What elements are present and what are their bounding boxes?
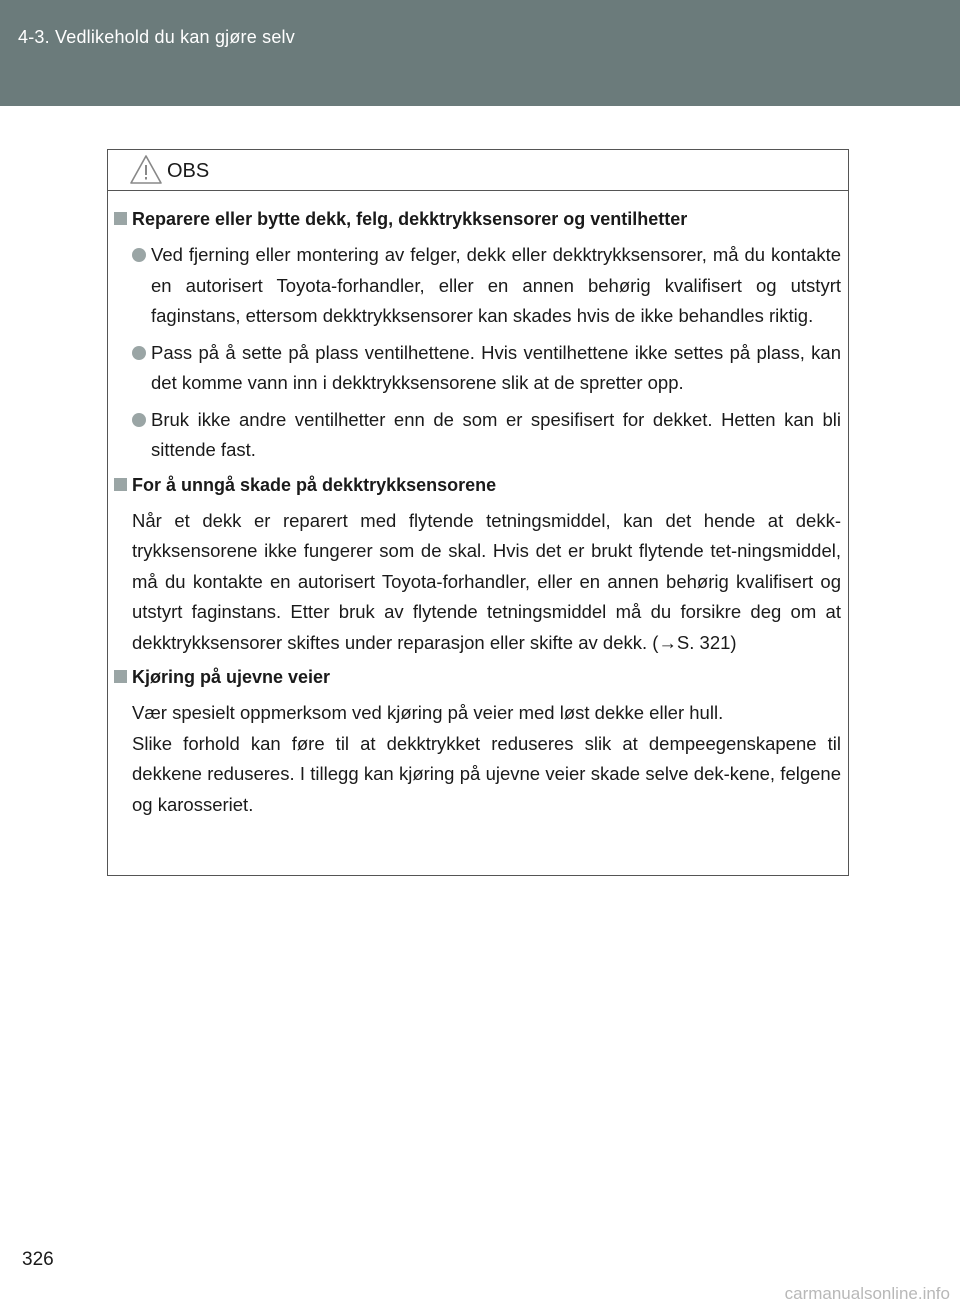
warning-content bbox=[108, 206, 848, 826]
section-title bbox=[108, 664, 848, 690]
section-title-text: Kjøring på ujevne veier bbox=[132, 667, 331, 687]
watermark: carmanualsonline.info bbox=[784, 1284, 950, 1303]
square-bullet-icon bbox=[114, 478, 127, 491]
square-bullet-icon bbox=[114, 670, 127, 683]
section-sensor-damage bbox=[108, 472, 848, 659]
list-item-text: Bruk ikke andre ventilhetter enn de som er spesifisert for dekket. Hetten kan bli sittende fast. bbox=[151, 408, 841, 460]
header-band bbox=[0, 0, 960, 106]
section-header-title: 4-3. Vedlikehold du kan gjøre selv bbox=[18, 27, 295, 47]
circle-bullet-icon bbox=[132, 346, 146, 360]
section-title bbox=[108, 472, 848, 498]
section-repair bbox=[108, 206, 848, 466]
circle-bullet-icon bbox=[132, 248, 146, 262]
list-item bbox=[132, 405, 841, 466]
section-title-text: Reparere eller bytte dekk, felg, dekktrykksensorer og ventilhetter bbox=[132, 209, 688, 229]
warning-header bbox=[108, 150, 848, 191]
section-paragraph: Slike forhold kan føre til at dekktrykket reduseres slik at dempeegenskapene til dekkene reduseres. I tillegg kan kjøring på ujevne veier skade selve dek-kene, felgene og karosseriet. bbox=[132, 732, 841, 815]
section-paragraph: Når et dekk er reparert med flytende tetningsmiddel, kan det hende at dekk-trykksensorene ikke fungerer som de skal. Hvis det er brukt flytende tet-ningsmiddel, må du kontakte en autorisert Toyota-forhandler, eller en annen behørig kvalifisert og utstyrt faginstans. Etter bruk av flytende tetningsmiddel må du forsikre deg om at dekktrykksensorer skiftes under reparasjon eller skifte av dekk. (→S. 321) bbox=[132, 509, 841, 653]
list-item-text: Ved fjerning eller montering av felger, dekk eller dekktrykksensorer, må du kontakte en autorisert Toyota-forhandler, eller en annen behørig kvalifisert og utstyrt faginstans, ettersom dekktrykksensorer kan skades hvis de ikke behandles riktig. bbox=[151, 244, 841, 326]
list-item bbox=[132, 240, 841, 332]
warning-box bbox=[107, 149, 849, 876]
page-number: 326 bbox=[22, 1249, 54, 1270]
list-item-text: Pass på å sette på plass ventilhettene. Hvis ventilhettene ikke settes på plass, kan det komme vann inn i dekktrykksensorene slik at de spretter opp. bbox=[151, 341, 841, 393]
warning-triangle-icon bbox=[129, 154, 163, 186]
list-item bbox=[132, 338, 841, 399]
square-bullet-icon bbox=[114, 212, 127, 225]
section-rough-roads bbox=[108, 664, 848, 820]
warning-label: OBS bbox=[167, 160, 210, 182]
circle-bullet-icon bbox=[132, 413, 146, 427]
section-paragraph-line: Vær spesielt oppmerksom ved kjøring på veier med løst dekke eller hull. bbox=[132, 702, 724, 723]
section-title bbox=[108, 206, 848, 232]
section-title-text: For å unngå skade på dekktrykksensorene bbox=[132, 474, 497, 495]
